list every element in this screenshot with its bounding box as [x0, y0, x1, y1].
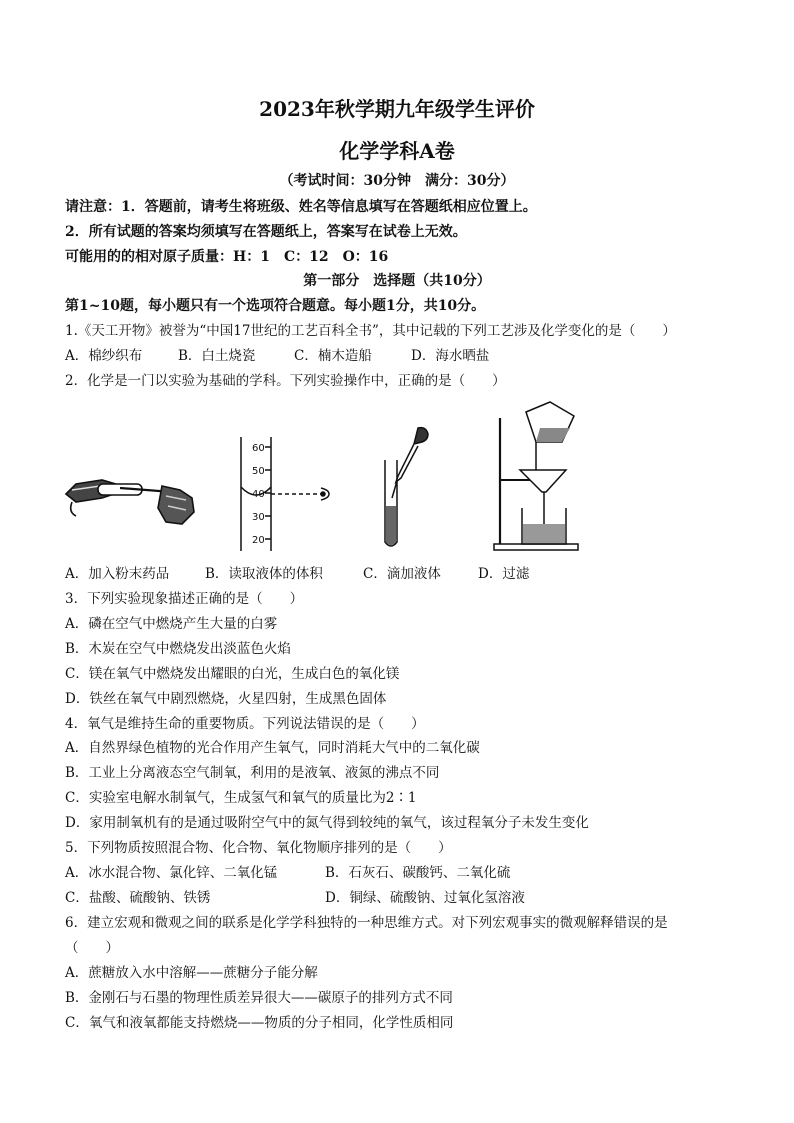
exam-info: （考试时间：30分钟 满分：30分） — [279, 173, 515, 189]
question-2-option-a: A．加入粉末药品 — [65, 566, 170, 582]
question-5-stem: 5．下列物质按照混合物、化合物、氧化物顺序排列的是（ ） — [65, 840, 452, 856]
section-title: 第一部分 选择题（共10分） — [303, 273, 491, 289]
question-2-option-c: C．滴加液体 — [363, 566, 441, 582]
question-4-option-c: C．实验室电解水制氧气，生成氢气和氧气的质量比为2∶1 — [65, 790, 417, 806]
question-2-stem: 2．化学是一门以实验为基础的学科。下列实验操作中，正确的是（ ） — [65, 373, 506, 389]
question-2-option-b: B．读取液体的体积 — [205, 566, 323, 582]
figure-drop-liquid — [370, 424, 440, 554]
question-1-option-d: D．海水晒盐 — [411, 348, 490, 364]
figure-add-powder — [62, 472, 202, 542]
figure-filtration — [490, 398, 590, 553]
cylinder-tick-20: 20 — [252, 535, 265, 546]
question-2-option-d: D．过滤 — [478, 566, 530, 582]
question-1-option-b: B．白土烧瓷 — [178, 348, 256, 364]
page-subtitle: 化学学科A卷 — [339, 139, 455, 163]
question-6-stem-cont: （ ） — [65, 940, 119, 956]
section-instruction: 第1~10题，每小题只有一个选项符合题意。每小题1分，共10分。 — [65, 298, 486, 314]
question-1-option-c: C．楠木造船 — [294, 348, 372, 364]
question-1-option-a: A．棉纱织布 — [65, 348, 143, 364]
cylinder-tick-30: 30 — [252, 512, 265, 523]
question-6-option-b: B．金刚石与石墨的物理性质差异很大——碳原子的排列方式不同 — [65, 990, 453, 1006]
question-6-option-a: A．蔗糖放入水中溶解——蔗糖分子能分解 — [65, 965, 318, 981]
note-line: 2．所有试题的答案均须填写在答题纸上，答案写在试卷上无效。 — [65, 224, 467, 240]
question-5-option-d: D．铜绿、硫酸钠、过氧化氢溶液 — [325, 890, 525, 906]
cylinder-tick-60: 60 — [252, 443, 265, 454]
question-5-option-c: C．盐酸、硫酸钠、铁锈 — [65, 890, 211, 906]
question-1-stem: 1.《天工开物》被誉为“中国17世纪的工艺百科全书”，其中记载的下列工艺涉及化学变化的是（ ） — [65, 323, 676, 339]
question-5-option-b: B．石灰石、碳酸钙、二氧化硫 — [325, 865, 511, 881]
question-5-option-a: A．冰水混合物、氯化锌、二氧化锰 — [65, 865, 278, 881]
question-4-option-a: A．自然界绿色植物的光合作用产生氧气，同时消耗大气中的二氧化碳 — [65, 740, 480, 756]
question-3-option-d: D．铁丝在氧气中剧烈燃烧，火星四射，生成黑色固体 — [65, 691, 387, 707]
question-4-option-b: B．工业上分离液态空气制氧，利用的是液氧、液氮的沸点不同 — [65, 765, 440, 781]
cylinder-tick-40: 40 — [252, 489, 265, 500]
cylinder-tick-50: 50 — [252, 466, 265, 477]
figure-read-volume — [225, 433, 335, 553]
question-3-stem: 3．下列实验现象描述正确的是（ ） — [65, 591, 304, 607]
note-line: 可能用的的相对原子质量：H：1 C：12 O：16 — [65, 249, 389, 265]
question-6-stem: 6．建立宏观和微观之间的联系是化学学科独特的一种思维方式。对下列宏观事实的微观解释错误的是 — [65, 915, 668, 931]
question-3-option-a: A．磷在空气中燃烧产生大量的白雾 — [65, 616, 278, 632]
note-line: 请注意：1．答题前，请考生将班级、姓名等信息填写在答题纸相应位置上。 — [65, 199, 537, 215]
page-title: 2023年秋学期九年级学生评价 — [259, 97, 535, 121]
question-6-option-c: C．氧气和液氧都能支持燃烧——物质的分子相同，化学性质相同 — [65, 1015, 454, 1031]
question-4-option-d: D．家用制氧机有的是通过吸附空气中的氮气得到较纯的氧气，该过程氧分子未发生变化 — [65, 815, 589, 831]
question-4-stem: 4．氧气是维持生命的重要物质。下列说法错误的是（ ） — [65, 716, 425, 732]
question-3-option-c: C．镁在氧气中燃烧发出耀眼的白光，生成白色的氧化镁 — [65, 666, 400, 682]
question-3-option-b: B．木炭在空气中燃烧发出淡蓝色火焰 — [65, 641, 291, 657]
